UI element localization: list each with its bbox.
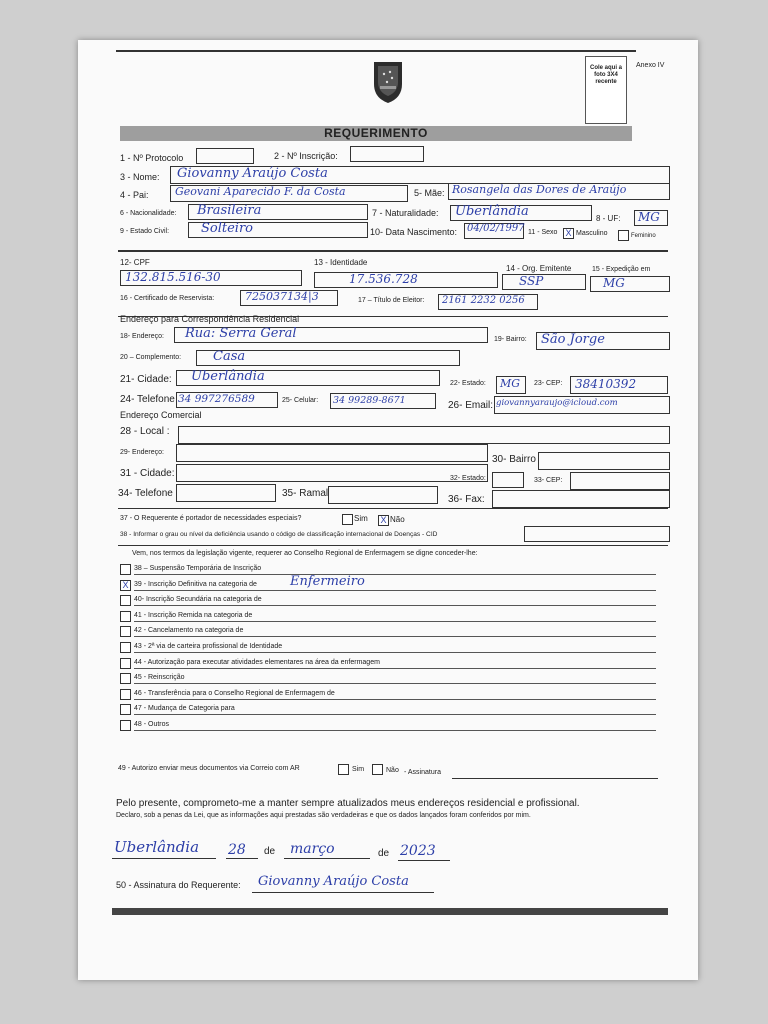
naturalidade-field[interactable] [450,205,592,221]
inscricao-label: 2 - Nº Inscrição: [274,151,338,161]
top-rule [116,50,636,52]
endereco-field[interactable] [174,327,488,343]
section-rule-3 [118,508,668,509]
form-page [78,40,698,980]
eleitor-field[interactable] [438,294,538,310]
mae-value: Rosangela das Dores de Araújo [452,183,627,196]
comercial-cep-label: 33- CEP: [534,477,563,484]
identidade-field[interactable] [314,272,498,288]
assinatura-line[interactable] [252,876,434,893]
protocolo-field[interactable] [196,148,254,164]
request-item-checkbox[interactable] [120,704,131,715]
cpf-field[interactable] [120,270,302,286]
comercial-cep-field[interactable] [570,472,670,490]
identidade-label: 13 - Identidade [314,258,368,267]
comercial-estado-label: 32- Estado: [450,475,486,482]
date-day-value: 28 [228,842,246,858]
reservista-label: 16 - Certificado de Reservista: [120,295,215,302]
date-year-line[interactable] [398,843,450,861]
residencial-section-title: Endereço para Correspondência Residencial [120,314,300,324]
correio-sim-label: Sim [352,766,365,773]
request-item-label: 48 - Outros [134,721,170,728]
date-day-line[interactable] [226,844,258,859]
request-item [120,671,658,685]
nome-label: 3 - Nome: [120,172,160,182]
complemento-field[interactable] [196,350,460,366]
date-month-line[interactable] [284,841,370,859]
request-item-checkbox[interactable] [120,720,131,731]
cpf-value: 132.815.516-30 [125,270,221,284]
celular-label: 25- Celular: [282,397,319,404]
request-item-checkbox[interactable] [120,673,131,684]
requests-intro: Vem, nos termos da legislação vigente, requerer ao Conselho Regional de Enfermagem se digne conceder-lhe: [132,550,478,557]
masculino-checkbox[interactable]: X [563,228,574,239]
naturalidade-label: 7 - Naturalidade: [372,208,439,218]
request-item-checkbox[interactable] [120,658,131,669]
local-label: 28 - Local : [120,426,170,437]
email-value: giovannyaraujo@icloud.com [496,398,618,408]
request-item-label: 45 - Reinscrição [134,674,185,682]
comercial-endereco-field[interactable] [176,444,488,462]
email-field[interactable] [494,396,670,414]
nome-value: Giovanny Araújo Costa [177,166,328,181]
necessidades-sim-checkbox[interactable] [342,514,353,525]
comercial-telefone-label: 34- Telefone [118,488,173,499]
date-de2-label: de [378,848,390,859]
comercial-fax-field[interactable] [492,490,670,508]
request-item [120,593,658,607]
telefone-field[interactable] [176,392,278,408]
comercial-endereco-label: 29- Endereço: [120,449,164,456]
request-item [120,718,658,732]
request-item-checkbox[interactable] [120,564,131,575]
request-item-line[interactable] [134,718,656,731]
bairro-value: São Jorge [541,332,605,347]
nacionalidade-field[interactable] [188,204,368,220]
expedicao-label: 15 - Expedição em [592,266,651,273]
feminino-label: Feminino [631,233,656,239]
uf-field[interactable] [634,210,668,226]
correio-nao-checkbox[interactable] [372,764,383,775]
necessidades-sim-label: Sim [354,514,368,523]
feminino-checkbox[interactable] [618,230,629,241]
request-item-label: 44 - Autorização para executar atividades elementares na área da enfermagem [134,658,380,666]
celular-value: 34 99289-8671 [333,395,406,406]
request-item-value: Enfermeiro [290,573,365,589]
request-item-label: 46 - Transferência para o Conselho Regional de Enfermagem de [134,689,335,697]
request-item-checkbox[interactable] [120,689,131,700]
naturalidade-value: Uberlândia [455,204,529,219]
correio-nao-label: Não [386,767,399,774]
orgao-value: SSP [519,274,544,288]
cpf-label: 12- CPF [120,258,150,267]
assinatura-label: 50 - Assinatura do Requerente: [116,880,241,890]
correio-sim-checkbox[interactable] [338,764,349,775]
sexo-label: 11 - Sexo [528,229,558,236]
date-month-value: março [290,841,335,857]
pai-field[interactable] [170,185,408,202]
section-rule-1 [118,250,668,252]
expedicao-value: MG [603,276,625,290]
cidade-field[interactable] [176,370,440,386]
cep-value: 38410392 [575,377,637,391]
comercial-estado-field[interactable] [492,472,524,488]
request-item-checkbox[interactable]: X [120,580,131,591]
request-item-label: 42 - Cancelamento na categoria de [134,627,244,635]
eleitor-label: 17 – Título de Eleitor: [358,297,425,304]
section-rule-4 [118,545,668,546]
nome-field[interactable] [170,166,670,184]
expedicao-field[interactable] [590,276,670,292]
comercial-section-title: Endereço Comercial [120,410,202,420]
estado-civil-label: 9 - Estado Civil: [120,228,170,235]
request-item-checkbox[interactable] [120,611,131,622]
request-item [120,609,658,623]
pai-label: 4 - Pai: [120,190,149,200]
comercial-cidade-label: 31 - Cidade: [120,468,175,479]
bairro-field[interactable] [536,332,670,350]
comercial-cidade-field[interactable] [176,464,488,482]
request-item-label: 43 - 2ª via de carteira profissional de Identidade [134,643,283,650]
annex-label: Anexo IV [636,62,665,69]
celular-field[interactable] [330,393,436,409]
nacionalidade-value: Brasileira [197,203,262,218]
request-item-checkbox[interactable] [120,626,131,637]
date-city-value: Uberlândia [114,838,200,856]
request-item [120,687,658,701]
request-item-label: 47 - Mudança de Categoria para [134,705,235,713]
bairro-label: 19- Bairro: [494,336,527,343]
request-item-line[interactable] [134,671,656,684]
nascimento-label: 10- Data Nascimento: [370,227,458,237]
email-label: 26- Email: [448,400,494,411]
request-item [120,656,658,670]
declaro-text: Declaro, sob a penas da Lei, que as informações aqui prestadas são verdadeiras e que os dados lançados foram conferidos por mim. [116,812,531,819]
cep-label: 23- CEP: [534,380,563,387]
uf-value: MG [638,210,660,224]
necessidades-nao-label: Não [390,515,405,524]
eleitor-value: 2161 2232 0256 [442,295,525,306]
pai-value: Geovani Aparecido F. da Costa [175,185,346,198]
request-item-checkbox[interactable] [120,642,131,653]
assinatura-value: Giovanny Araújo Costa [258,874,409,889]
request-item-label: 39 - Inscrição Definitiva na categoria de [134,580,257,588]
cid-question: 38 - Informar o grau ou nível da deficiência usando o código de classificação internacional de Doenças - CID [120,531,438,538]
page-title: REQUERIMENTO [120,126,632,141]
estado-field[interactable] [496,376,526,394]
correio-label: 49 - Autorizo enviar meus documentos via Correio com AR [118,765,300,772]
identidade-value: 17.536.728 [349,272,418,286]
estado-value: MG [500,377,521,390]
telefone-value: 34 997276589 [178,393,255,405]
nacionalidade-label: 6 - Nacionalidade: [120,210,177,217]
inscricao-field[interactable] [350,146,424,162]
request-item-label: 38 – Suspensão Temporária de Inscrição [134,565,262,572]
compromisso-text: Pelo presente, comprometo-me a manter sempre atualizados meus endereços residencial e profissional. [116,798,580,809]
mae-field[interactable] [448,183,670,200]
date-de1-label: de [264,846,276,857]
necessidades-nao-checkbox[interactable]: X [378,515,389,526]
cidade-value: Uberlândia [191,369,265,384]
bottom-rule [112,908,668,915]
request-item [120,624,658,638]
nascimento-value: 04/02/1997 [467,223,525,234]
comercial-telefone-field[interactable] [176,484,276,502]
telefone-label: 24- Telefone [120,394,175,405]
orgao-field[interactable] [502,274,586,290]
cid-field[interactable] [524,526,670,542]
endereco-value: Rua: Serra Geral [185,326,297,341]
nascimento-field[interactable] [464,223,524,239]
mae-label: 5- Mãe: [414,188,445,198]
comercial-fax-label: 36- Fax: [448,494,485,505]
request-item [120,640,658,654]
estado-civil-field[interactable] [188,222,368,238]
date-year-value: 2023 [400,843,436,859]
estado-label: 22- Estado: [450,380,486,387]
date-city-line[interactable] [112,838,216,859]
complemento-label: 20 – Complemento: [120,354,182,361]
crest-logo [370,60,406,104]
comercial-ramal-field[interactable] [328,486,438,504]
cep-field[interactable] [570,376,668,394]
necessidades-question: 37 - O Requerente é portador de necessidades especiais? [120,515,302,522]
request-item [120,562,658,576]
orgao-label: 14 - Org. Emitente [506,264,572,273]
comercial-ramal-label: 35- Ramal [282,488,329,499]
comercial-bairro-field[interactable] [538,452,670,470]
complemento-value: Casa [213,349,246,364]
uf-label: 8 - UF: [596,214,621,223]
request-item-label: 40- Inscrição Secundária na categoria de [134,596,262,604]
photo-box [585,56,627,124]
endereco-label: 18- Endereço: [120,333,164,340]
protocolo-label: 1 - Nº Protocolo [120,153,184,163]
request-item [120,573,658,592]
local-field[interactable] [178,426,670,444]
correio-assinatura-label: - Assinatura [404,769,441,776]
reservista-value: 725037134|3 [245,290,319,303]
estado-civil-value: Solteiro [201,221,254,236]
request-item [120,702,658,716]
masculino-label: Masculino [576,230,608,237]
comercial-bairro-label: 30- Bairro [492,454,536,465]
request-item-label: 41 - Inscrição Remida na categoria de [134,611,253,619]
photo-box-text: Cole aqui a foto 3X4 recente [589,65,622,85]
cidade-label: 21- Cidade: [120,374,172,385]
reservista-field[interactable] [240,290,338,306]
request-item-checkbox[interactable] [120,595,131,606]
correio-assinatura-line[interactable] [452,770,658,779]
